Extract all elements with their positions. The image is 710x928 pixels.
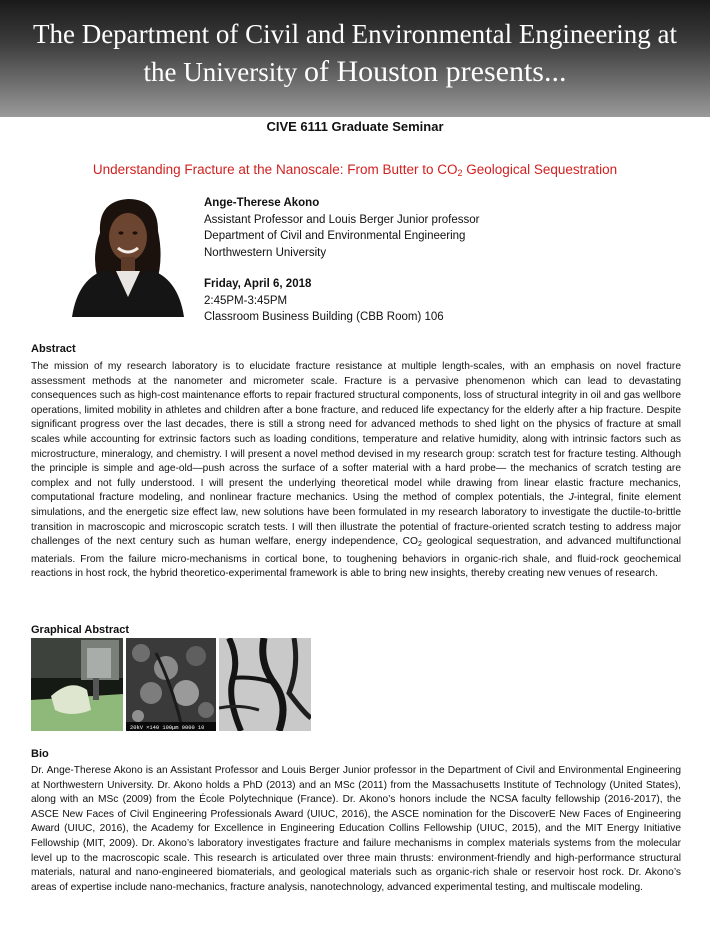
abstract-text-part2: -integral, finite element simulations, and the energetic size effect law, new solutions have been formulated in my research laboratory to investigate the ductile-to-brittle transition in macroscopic and microscopic scratch tests. I will then illustrate the potential of fracture-oriented scratch testing to address major challenges of the next century such as human welfare, energy independence, CO: [31, 492, 681, 548]
event-date: Friday, April 6, 2018: [204, 278, 312, 290]
event-location: Classroom Business Building (CBB Room) 106: [204, 311, 444, 323]
bio-text: Dr. Ange-Therese Akono is an Assistant Professor and Louis Berger Junior professor in the Department of Civil and Environmental Engineering at Northwestern University. Dr. Akono holds a PhD (2013) and an MSc (2011) from the Massachusetts Institute of Technology (United States), along with an MSc (2009) from the École Polytechnique (France). Dr. Akono’s honors include the NCSA faculty fellowship (2016-2017), the ASCE New Faces of Civil Engineering Professionals Award (UIUC, 2016), the ASCE nomination for the DiscoverE New Faces of Engineering Award (UIUC, 2016), the Academy for Excellence in Engineering Education Collins Fellowship (UIUC, 2015), and the MIT Energy Initiative Fellowship (MIT, 2009). Dr. Akono’s laboratory investigates fracture and failure mechanisms in complex materials systems from the molecular level up to the macroscopic scale. This research is articulated over three main thrusts: environment-friendly and high-performance structural materials, natural and nano-engineered biomaterials, and geological materials such as organic-rich shale or reservoir host rock. Dr. Akono’s areas of expertise include nano-mechanics, fracture analysis, nanotechnology, advanced experimental testing, and multiscale modeling.: [31, 765, 681, 893]
abstract-italic-j: J: [568, 492, 574, 504]
banner-line-2-end: of Houston presents...: [304, 55, 567, 88]
event-time: 2:45PM-3:45PM: [204, 294, 288, 307]
banner-line-2: [0, 56, 710, 88]
bio-heading: Bio: [31, 748, 49, 760]
speaker-info: [204, 195, 480, 326]
speaker-portrait: [60, 193, 195, 317]
abstract-subscript: 2: [417, 541, 422, 549]
sem-micrograph-caption: 20kV ×140 100µm 0000 10: [130, 725, 205, 731]
abstract-heading: Abstract: [31, 343, 76, 355]
banner-line-2-start: the University: [143, 57, 298, 87]
talk-title-end: Geological Sequestration: [462, 162, 618, 177]
scratch-test-photo: [31, 638, 123, 731]
talk-title-main: Understanding Fracture at the Nanoscale: From Butter to CO: [92, 162, 458, 177]
abstract-text-part3: geological sequestration, and advanced multifunctional materials. From the failure micro-mechanisms in cortical bone, to toughening behaviors in organic-rich shale, and fluid-rock geochemical reactions in host rock, the hybrid theoretico-experimental framework is able to bring new insights, thereby creating new venues of research.: [31, 536, 682, 580]
talk-title: [0, 162, 710, 178]
speaker-name: Ange-Therese Akono: [204, 197, 320, 209]
banner-line-1: The Department of Civil and Environmental Engineering at: [32, 19, 678, 49]
header-banner: [0, 0, 710, 117]
speaker-position: Assistant Professor and Louis Berger Junior professor: [204, 213, 480, 226]
speaker-university: Northwestern University: [204, 246, 327, 259]
sem-micrograph-2: [219, 638, 311, 731]
abstract-text-part1: The mission of my research laboratory is to elucidate fracture resistance at multiple length-scales, with an emphasis on novel fracture assessment methods at the nanometer and micrometer scale. Fracture is a pervasive phenomenon which can lead to devastating consequences such as high-cost maintenance efforts to repair fractured structural components, loss of structural integrity in oil and gas wellbore operations, limited mobility in athletes and children after a bone fracture, and reduced life expectancy for the elderly after a hip fracture. Despite significant progress over the last decades, there is still a strong need for advanced methods to shed light on the physics of fracture at small scales while accounting for extrinsic factors such as loading conditions, temperature and relative humidity, along with intrinsic factors such as microstructure, mineralogy, and chemistry. I will present a novel method devised in my research group: scratch test for fracture testing. Although the principle is simple and age-old—push across the surface of a softer material with a hard probe— the mechanics of scratch testing are complex and not fully understood. I will present the underlying theoretical model while drawing from linear elastic fracture mechanics, computational fracture modeling, and nonlinear fracture mechanics. Using the method of complex potentials, the: [31, 361, 681, 504]
abstract-text: [31, 360, 681, 582]
talk-title-subscript: 2: [457, 168, 463, 178]
sem-micrograph-1: [126, 638, 216, 731]
graphical-abstract-heading: Graphical Abstract: [31, 624, 130, 636]
speaker-department: Department of Civil and Environmental Engineering: [204, 230, 466, 242]
course-name: CIVE 6111 Graduate Seminar: [266, 119, 444, 134]
